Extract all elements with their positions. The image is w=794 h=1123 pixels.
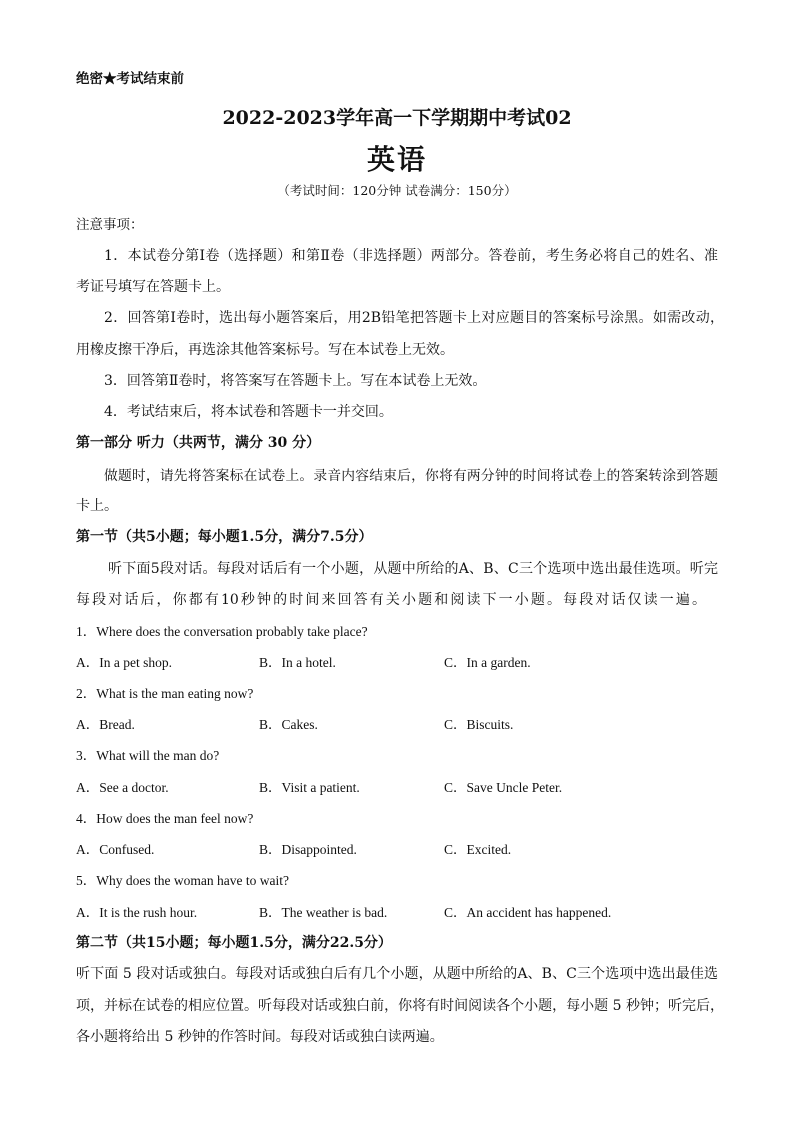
- section2-intro-line-1: 听下面 5 段对话或独白。每段对话或独白后有几个小题，从题中所给的A、B、C三个选项中选出最佳选: [76, 966, 718, 982]
- question-3-option-b: B．Visit a patient.: [259, 780, 360, 795]
- notice-heading: 注意事项：: [76, 217, 144, 233]
- question-5: 5．Why does the woman have to wait?: [76, 873, 289, 888]
- question-2-option-b: B．Cakes.: [259, 717, 318, 732]
- notice-item-3: 3．回答第Ⅱ卷时，将答案写在答题卡上。写在本试卷上无效。: [104, 373, 487, 389]
- question-3-option-a: A．See a doctor.: [76, 780, 169, 795]
- section1-intro-line-2: 每段对话后，你都有10秒钟的时间来回答有关小题和阅读下一小题。每段对话仅读一遍。: [76, 592, 706, 608]
- question-5-option-c: C．An accident has happened.: [444, 905, 612, 920]
- part1-heading: 第一部分 听力（共两节，满分 30 分）: [76, 435, 321, 451]
- notice-item-2-line-2: 用橡皮擦干净后，再选涂其他答案标号。写在本试卷上无效。: [76, 342, 454, 358]
- notice-item-2-line-1: 2．回答第Ⅰ卷时，选出每小题答案后，用2B铅笔把答题卡上对应题目的答案标号涂黑。如需改动，: [104, 310, 724, 326]
- question-2: 2．What is the man eating now?: [76, 686, 254, 701]
- question-1: 1．Where does the conversation probably take place?: [76, 624, 368, 639]
- section2-intro-line-3: 各小题将给出 5 秒钟的作答时间。每段对话或独白读两遍。: [76, 1029, 444, 1045]
- section2-intro-line-2: 项，并标在试卷的相应位置。听每段对话或独白前，你将有时间阅读各个小题，每小题 5 秒钟；听完后，: [76, 998, 724, 1014]
- question-4: 4．How does the man feel now?: [76, 811, 254, 826]
- part1-intro-line-1: 做题时，请先将答案标在试卷上。录音内容结束后，你将有两分钟的时间将试卷上的答案转涂到答题: [104, 468, 718, 484]
- question-2-option-a: A．Bread.: [76, 717, 135, 732]
- notice-item-4: 4．考试结束后，将本试卷和答题卡一并交回。: [104, 404, 393, 420]
- section2-heading: 第二节（共15小题；每小题1.5分，满分22.5分）: [76, 935, 392, 951]
- question-1-option-b: B．In a hotel.: [259, 655, 336, 670]
- section1-intro-line-1: 听下面5段对话。每段对话后有一个小题，从题中所给的A、B、C三个选项中选出最佳选项。听完: [108, 561, 718, 577]
- question-5-option-a: A．It is the rush hour.: [76, 905, 198, 920]
- section1-heading: 第一节（共5小题；每小题1.5分，满分7.5分）: [76, 529, 373, 545]
- question-4-option-b: B．Disappointed.: [259, 842, 357, 857]
- notice-item-1-line-2: 考证号填写在答题卡上。: [76, 279, 230, 295]
- question-1-option-c: C．In a garden.: [444, 655, 531, 670]
- question-3-option-c: C．Save Uncle Peter.: [444, 780, 563, 795]
- question-2-option-c: C．Biscuits.: [444, 717, 514, 732]
- part1-intro-line-2: 卡上。: [76, 498, 118, 514]
- question-4-option-c: C．Excited.: [444, 842, 512, 857]
- question-1-option-a: A．In a pet shop.: [76, 655, 172, 670]
- exam-subject: 英语: [366, 143, 427, 176]
- question-3: 3．What will the man do?: [76, 748, 220, 763]
- secret-label: 绝密★考试结束前: [76, 71, 184, 87]
- exam-time-info: （考试时间：120分钟 试卷满分：150分）: [277, 183, 517, 198]
- question-5-option-b: B．The weather is bad.: [259, 905, 388, 920]
- exam-title: 2022-2023学年高一下学期期中考试02: [222, 107, 572, 129]
- notice-item-1-line-1: 1．本试卷分第Ⅰ卷（选择题）和第Ⅱ卷（非选择题）两部分。答卷前，考生务必将自己的姓名、准: [104, 248, 718, 264]
- question-4-option-a: A．Confused.: [76, 842, 155, 857]
